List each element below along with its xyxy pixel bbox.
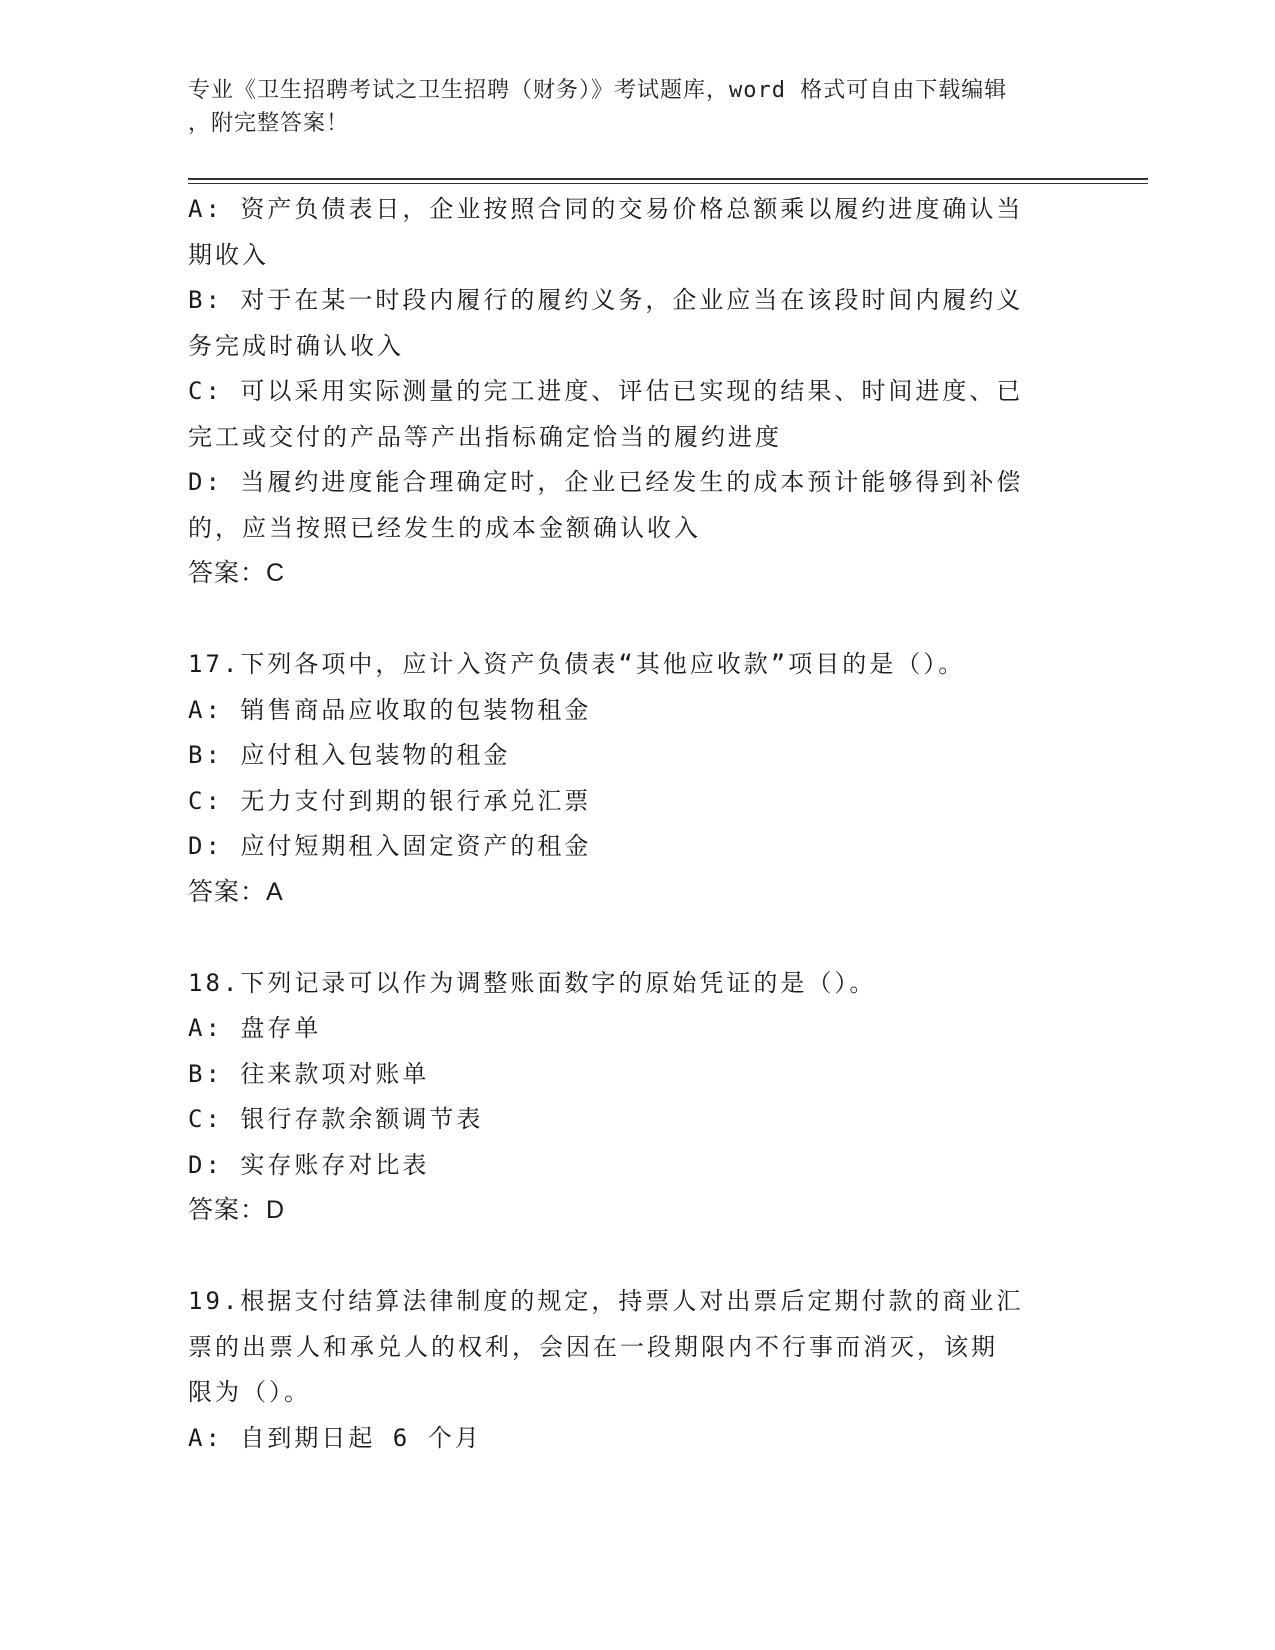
q17-question: 17.下列各项中，应计入资产负债表“其他应收款”项目的是（）。 [188,650,966,678]
q16-option-a-line-1: A: 资产负债表日，企业按照合同的交易价格总额乘以履约进度确认当 [188,195,1024,223]
q16-option-c-line-2: 完工或交付的产品等产出指标确定恰当的履约进度 [188,422,782,451]
spacer [188,597,1088,643]
q16-option-d-line-2: 的，应当按照已经发生的成本金额确认收入 [188,513,701,542]
document-header [188,74,1088,140]
document-body [188,187,1088,1461]
q18-option-d: D: 实存账存对比表 [188,1150,430,1179]
q16-option-d-line-1: D: 当履约进度能合理确定时，企业已经发生的成本预计能够得到补偿 [188,468,1024,496]
question-17 [188,642,1088,915]
q17-option-b: B: 应付租入包装物的租金 [188,741,511,769]
q16-option-b-line-2: 务完成时确认收入 [188,331,404,360]
q18-option-c: C: 银行存款余额调节表 [188,1105,484,1133]
q19-question-line-1: 19.根据支付结算法律制度的规定，持票人对出票后定期付款的商业汇 [188,1287,1024,1315]
q18-option-a: A: 盘存单 [188,1014,322,1042]
header-divider-thick [188,178,1148,180]
q17-answer: 答案：A [188,877,284,906]
q17-option-c: C: 无力支付到期的银行承兑汇票 [188,786,592,815]
q16-option-c-line-1: C: 可以采用实际测量的完工进度、评估已实现的结果、时间进度、已 [188,377,1024,405]
q18-option-b: B: 往来款项对账单 [188,1059,430,1088]
header-line-1: 专业《卫生招聘考试之卫生招聘（财务）》考试题库，word 格式可自由下载编辑 [188,78,1008,103]
question-16 [188,187,1088,597]
q18-question: 18.下列记录可以作为调整账面数字的原始凭证的是（）。 [188,968,877,997]
q16-option-b-line-1: B: 对于在某一时段内履行的履约义务，企业应当在该段时间内履约义 [188,286,1024,314]
header-divider-thin [188,183,1148,184]
q16-option-a-line-2: 期收入 [188,240,269,269]
q19-question-line-2: 票的出票人和承兑人的权利，会因在一段期限内不行事而消灭，该期 [188,1332,998,1361]
spacer [188,1234,1088,1280]
question-19 [188,1279,1088,1461]
q17-option-d: D: 应付短期租入固定资产的租金 [188,832,592,860]
q18-answer: 答案：D [188,1196,286,1224]
q17-option-a: A: 销售商品应收取的包装物租金 [188,695,592,724]
q16-answer: 答案：C [188,559,286,587]
spacer [188,915,1088,961]
q19-question-line-3: 限为（）。 [188,1378,311,1406]
header-line-2: ，附完整答案！ [188,111,350,136]
question-18 [188,961,1088,1234]
q19-option-a: A: 自到期日起 6 个月 [188,1423,482,1452]
